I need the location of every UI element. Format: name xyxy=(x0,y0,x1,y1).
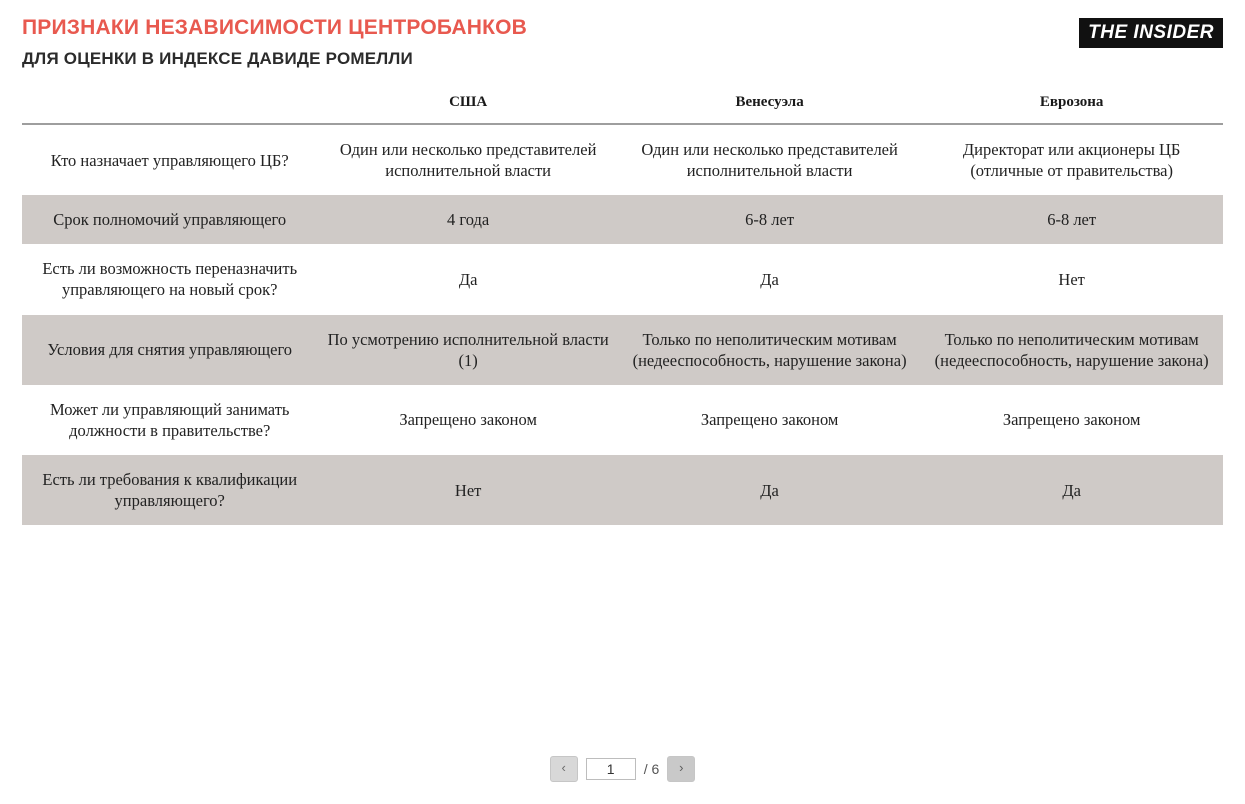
cell-usa: Один или несколько представителей исполнительной власти xyxy=(317,124,618,195)
page-title: ПРИЗНАКИ НЕЗАВИСИМОСТИ ЦЕНТРОБАНКОВ xyxy=(22,16,528,39)
table-row xyxy=(22,244,1223,314)
cell-venezuela: Один или несколько представителей исполнительной власти xyxy=(619,124,920,195)
cell-venezuela: Только по неполитическим мотивам (недееспособность, нарушение закона) xyxy=(619,315,920,385)
next-page-button[interactable]: › xyxy=(667,756,695,782)
cell-venezuela: Да xyxy=(619,455,920,525)
cell-eurozone: Нет xyxy=(920,244,1223,314)
cell-usa: Запрещено законом xyxy=(317,385,618,455)
table-container xyxy=(22,88,1223,525)
row-label: Может ли управляющий занимать должности в правительстве? xyxy=(22,385,317,455)
total-pages-label: / 6 xyxy=(643,761,660,777)
column-header-empty xyxy=(22,88,317,124)
page-header xyxy=(22,0,1223,78)
table-row xyxy=(22,195,1223,244)
cell-eurozone: Запрещено законом xyxy=(920,385,1223,455)
row-label: Условия для снятия управляющего xyxy=(22,315,317,385)
cell-eurozone: 6-8 лет xyxy=(920,195,1223,244)
the-insider-logo: THE INSIDER xyxy=(1079,18,1223,48)
table-row xyxy=(22,315,1223,385)
page-subtitle: ДЛЯ ОЦЕНКИ В ИНДЕКСЕ ДАВИДЕ РОМЕЛЛИ xyxy=(22,49,413,69)
comparison-table xyxy=(22,88,1223,525)
cell-venezuela: Да xyxy=(619,244,920,314)
table-body xyxy=(22,124,1223,525)
page-number-input[interactable] xyxy=(586,758,636,780)
cell-usa: По усмотрению исполнительной власти (1) xyxy=(317,315,618,385)
cell-venezuela: Запрещено законом xyxy=(619,385,920,455)
column-header-venezuela: Венесуэла xyxy=(619,88,920,124)
pagination xyxy=(0,756,1245,782)
row-label: Срок полномочий управляющего xyxy=(22,195,317,244)
row-label: Есть ли требования к квалификации управляющего? xyxy=(22,455,317,525)
cell-usa: Нет xyxy=(317,455,618,525)
table-header-row xyxy=(22,88,1223,124)
prev-page-button[interactable]: ‹ xyxy=(550,756,578,782)
table-row xyxy=(22,124,1223,195)
row-label: Кто назначает управляющего ЦБ? xyxy=(22,124,317,195)
row-label: Есть ли возможность переназначить управляющего на новый срок? xyxy=(22,244,317,314)
cell-venezuela: 6-8 лет xyxy=(619,195,920,244)
column-header-usa: США xyxy=(317,88,618,124)
cell-eurozone: Только по неполитическим мотивам (недееспособность, нарушение закона) xyxy=(920,315,1223,385)
cell-eurozone: Директорат или акционеры ЦБ (отличные от правительства) xyxy=(920,124,1223,195)
table-row xyxy=(22,385,1223,455)
cell-usa: 4 года xyxy=(317,195,618,244)
cell-eurozone: Да xyxy=(920,455,1223,525)
column-header-eurozone: Еврозона xyxy=(920,88,1223,124)
table-row xyxy=(22,455,1223,525)
cell-usa: Да xyxy=(317,244,618,314)
